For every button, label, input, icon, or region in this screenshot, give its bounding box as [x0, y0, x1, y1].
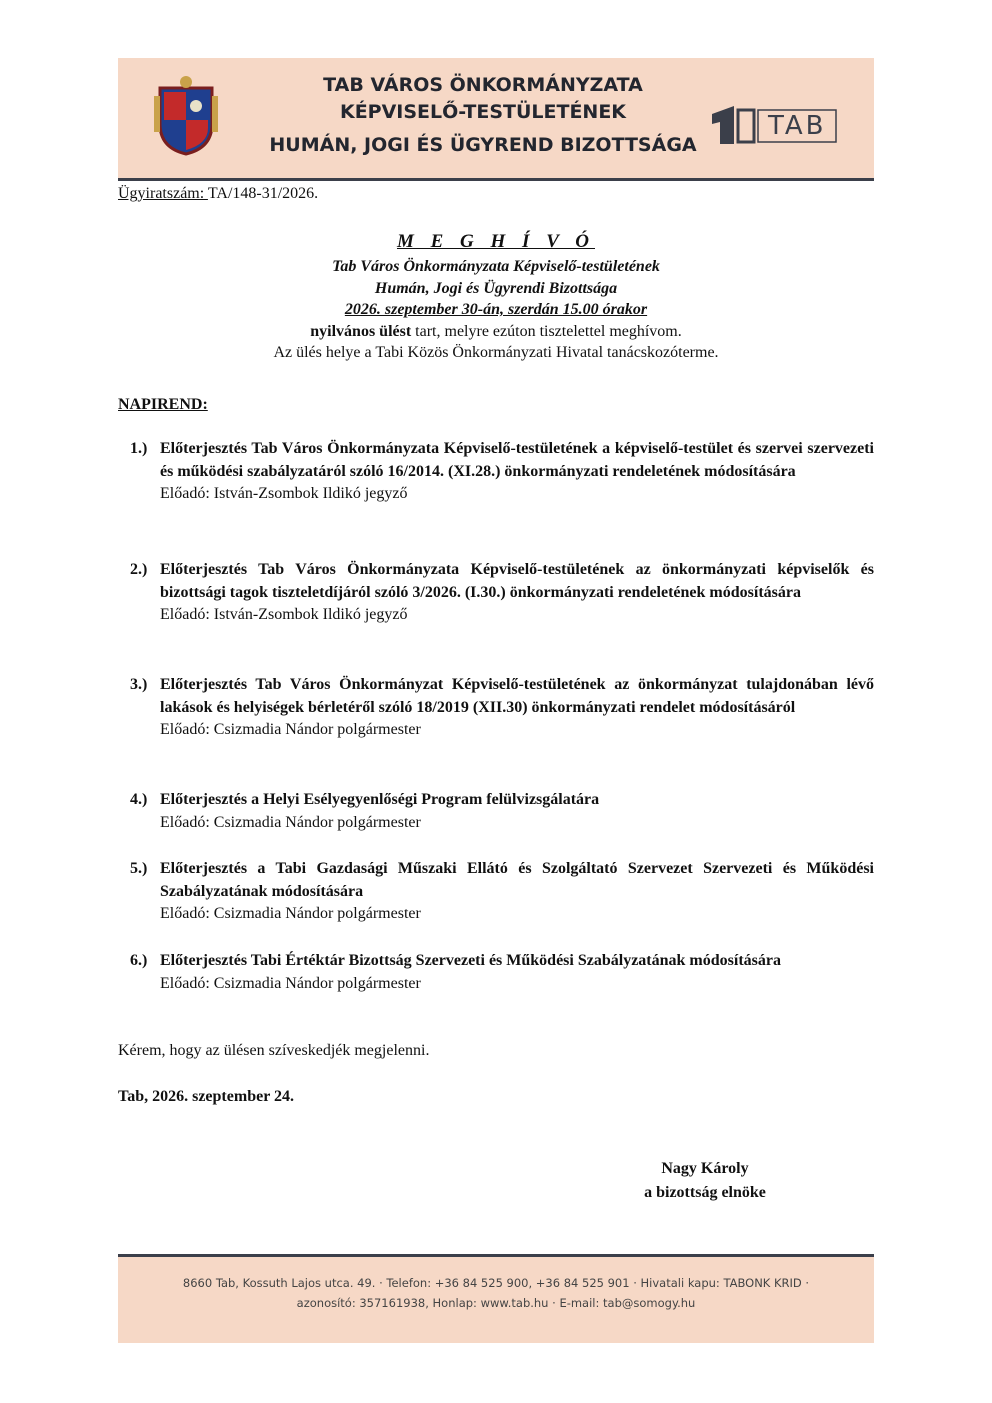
agenda-item-title: Előterjesztés Tab Város Önkormányzat Képviselő-testületének az önkormányzat tulajdonában lévő lakások és helyiségek bérletéről szóló 18/2019 (XII.30) önkormányzati rendelet módosításáról [160, 676, 874, 716]
meeting-location: Az ülés helye a Tabi Közös Önkormányzati Hivatal tanácskozóterme. [273, 344, 719, 361]
agenda-item [130, 559, 874, 627]
footer [118, 1257, 874, 1343]
footer-contact-line-2: azonosító: 357161938, Honlap: www.tab.hu · E-mail: tab@somogy.hu [296, 1296, 696, 1310]
agenda-item-presenter: Előadó: István-Zsombok Ildikó jegyző [160, 606, 408, 623]
tab-logo [710, 104, 840, 148]
invitation-line-4-rest: tart, melyre ezúton tisztelettel meghívom. [411, 322, 682, 340]
agenda-heading: NAPIREND: [118, 396, 208, 413]
header-title-line-3: HUMÁN, JOGI ÉS ÜGYREND BIZOTTSÁGA [269, 134, 697, 156]
agenda-item-number: 4.) [130, 791, 148, 808]
signature-block [600, 1157, 810, 1205]
agenda-item [130, 674, 874, 742]
agenda-item-presenter: Előadó: Csizmadia Nándor polgármester [160, 905, 421, 922]
signatory-name: Nagy Károly [661, 1160, 749, 1177]
header-title-line-2: KÉPVISELŐ-TESTÜLETÉNEK [339, 101, 627, 123]
agenda-item-number: 2.) [130, 561, 148, 578]
signatory-role: a bizottság elnöke [644, 1184, 766, 1201]
closing-sentence: Kérem, hogy az ülésen szíveskedjék megjelenni. [118, 1042, 430, 1059]
agenda-item-title: Előterjesztés a Tabi Gazdasági Műszaki Ellátó és Szolgáltató Szervezet Szervezeti és Működési Szabályzatának módosítására [160, 860, 874, 900]
agenda-item-presenter: Előadó: Csizmadia Nándor polgármester [160, 721, 421, 738]
reference-number [118, 184, 318, 204]
agenda-item-title: Előterjesztés Tab Város Önkormányzata Képviselő-testületének az önkormányzati képviselők és bizottsági tagok tiszteletdíjáról szóló 3/2026. (I.30.) önkormányzati rendeletének módosítására [160, 561, 874, 601]
invitation-title: M E G H Í V Ó [396, 231, 595, 252]
invitation-line-1: Tab Város Önkormányzata Képviselő-testületének [332, 258, 660, 275]
agenda-item-number: 6.) [130, 952, 148, 969]
public-session-label: nyilvános ülést [310, 322, 412, 340]
agenda-item-presenter: Előadó: Csizmadia Nándor polgármester [160, 974, 421, 992]
header-title-line-1: TAB VÁROS ÖNKORMÁNYZATA [323, 74, 643, 96]
footer-contact-line-1: 8660 Tab, Kossuth Lajos utca. 49. · Telefon: +36 84 525 900, +36 84 525 901 · Hivatali kapu: TABONK KRID · [182, 1276, 810, 1290]
invitation-block [118, 228, 874, 364]
agenda-item-number: 5.) [130, 860, 148, 877]
reference-label: Ügyiratszám: [118, 185, 208, 202]
agenda-item-number: 3.) [130, 676, 148, 693]
agenda-item [130, 789, 874, 834]
invitation-line-4 [118, 321, 874, 343]
agenda-item [130, 438, 874, 506]
reference-value: TA/148-31/2026. [207, 185, 319, 202]
agenda-item-title: Előterjesztés Tab Város Önkormányzata Képviselő-testületének a képviselő-testület és szervei szervezeti és működési szabályzatáról szóló 16/2014. (XI.28.) önkormányzati rendeletének módosítására [160, 440, 874, 480]
meeting-datetime: 2026. szeptember 30-án, szerdán 15.00 órakor [344, 301, 648, 318]
header-divider [118, 178, 874, 181]
agenda-item-title: Előterjesztés Tabi Értéktár Bizottság Szervezeti és Működési Szabályzatának módosítására [160, 952, 781, 969]
agenda-item [130, 858, 874, 926]
agenda-item-presenter: Előadó: István-Zsombok Ildikó jegyző [160, 485, 408, 502]
tab-logo-text: TAB [768, 111, 827, 141]
agenda-item-number: 1.) [130, 440, 148, 457]
letterhead [118, 58, 874, 178]
invitation-line-2: Humán, Jogi és Ügyrendi Bizottsága [374, 279, 618, 297]
agenda-item [130, 950, 874, 995]
agenda-item-title: Előterjesztés a Helyi Esélyegyenlőségi Program felülvizsgálatára [160, 791, 600, 808]
agenda-item-presenter: Előadó: Csizmadia Nándor polgármester [160, 813, 421, 831]
coat-of-arms-icon [154, 74, 218, 156]
document-date: Tab, 2026. szeptember 24. [118, 1088, 294, 1105]
